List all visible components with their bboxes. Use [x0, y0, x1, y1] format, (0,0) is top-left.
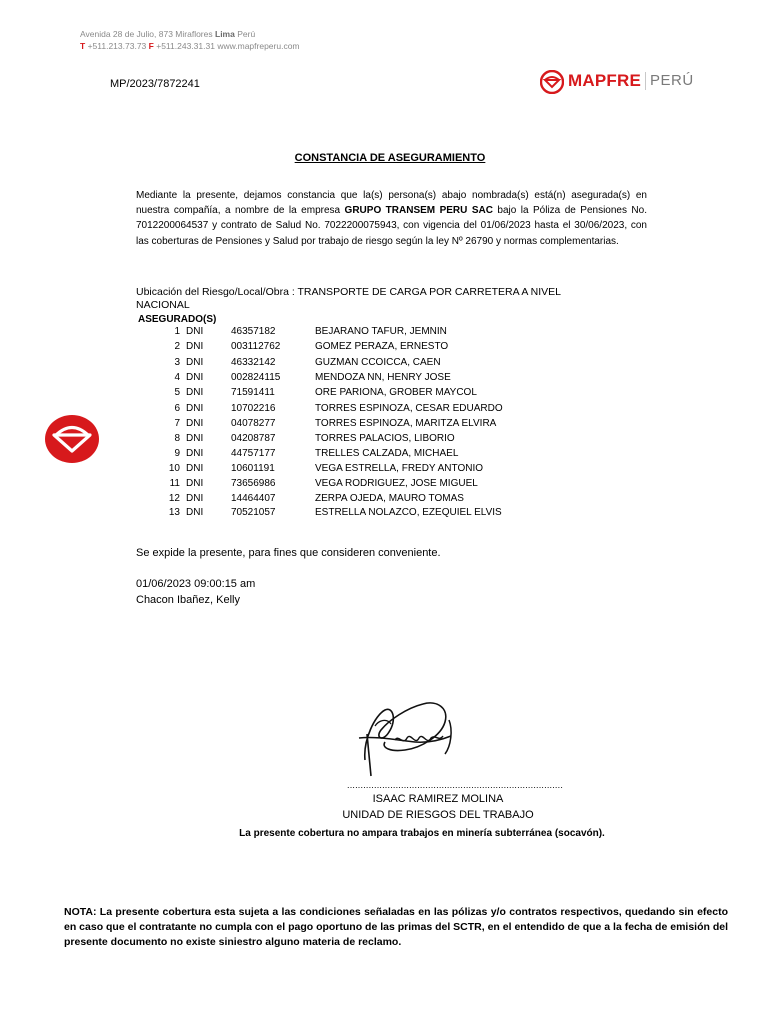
disclaimer-note: NOTA: La presente cobertura esta sujeta a las condiciones señaladas en las pólizas y/o contratos respectivos, quedando sin efecto en caso que el contratante no cumpla con el pago oportuno de las primas del SCTR, en el entendido de que a la fecha de emisión del presente documento no existe siniestro alguno materia de reclamo.: [64, 906, 728, 948]
list-item: 4 DNI 002824115 MENDOZA NN, HENRY JOSE: [174, 372, 451, 383]
website-link[interactable]: www.mapfreperu.com: [217, 41, 300, 51]
signer-unit: UNIDAD DE RIESGOS DEL TRABAJO: [342, 808, 534, 821]
list-item: 9 DNI 44757177 TRELLES CALZADA, MICHAEL: [174, 448, 459, 459]
list-item: 13 DNI 70521057 ESTRELLA NOLAZCO, EZEQUIEL ELVIS: [168, 507, 502, 518]
issue-date: 01/06/2023 09:00:15 am: [136, 578, 256, 590]
list-item: 10 DNI 10601191 VEGA ESTRELLA, FREDY ANTONIO: [168, 463, 484, 474]
risk-location: Ubicación del Riesgo/Local/Obra : TRANSPORTE DE CARGA POR CARRETERA A NIVEL NACIONAL: [136, 286, 561, 311]
list-item: 6 DNI 10702216 TORRES ESPINOZA, CESAR EDUARDO: [174, 403, 503, 414]
signature-line: ................................................................................: [347, 780, 564, 790]
list-item: 2 DNI 003112762 GOMEZ PERAZA, ERNESTO: [174, 341, 449, 352]
list-item: 11 DNI 73656986 VEGA RODRIGUEZ, JOSE MIGUEL: [169, 478, 478, 489]
header-address: Avenida 28 de Julio, 873 Miraflores Lima Perú: [80, 29, 256, 39]
handwritten-signature-icon: [345, 690, 467, 780]
insured-label: ASEGURADO(S): [138, 314, 217, 325]
list-item: 12 DNI 14464407 ZERPA OJEDA, MAURO TOMAS: [168, 493, 464, 504]
document-reference: MP/2023/7872241: [110, 78, 200, 90]
signer-block: [338, 792, 538, 823]
list-item: 5 DNI 71591411 ORE PARIONA, GROBER MAYCOL: [174, 387, 477, 398]
signer-name: ISAAC RAMIREZ MOLINA: [372, 793, 504, 805]
list-item: 3 DNI 46332142 GUZMAN CCOICCA, CAEN: [174, 357, 441, 368]
issuer-name: Chacon Ibañez, Kelly: [136, 594, 240, 606]
issue-statement: Se expide la presente, para fines que consideren conveniente.: [136, 547, 441, 559]
logo-country: PERÚ: [650, 72, 694, 89]
list-item: 1 DNI 46357182 BEJARANO TAFUR, JEMNIN: [174, 326, 447, 337]
document-title: CONSTANCIA DE ASEGURAMIENTO: [294, 152, 486, 164]
list-item: 8 DNI 04208787 TORRES PALACIOS, LIBORIO: [174, 433, 455, 444]
mapfre-logo: [540, 68, 700, 96]
logo-brand: MAPFRE: [568, 71, 641, 90]
list-item: 7 DNI 04078277 TORRES ESPINOZA, MARITZA ELVIRA: [174, 418, 497, 429]
company-name: GRUPO TRANSEM PERU SAC: [344, 205, 493, 217]
coverage-note: La presente cobertura no ampara trabajos en minería subterránea (socavón).: [239, 828, 605, 839]
intro-paragraph: Mediante la presente, dejamos constancia que la(s) persona(s) abajo nombrada(s) está(n) asegurada(s) en nuestra compañía, a nombre de la empresa GRUPO TRANSEM PERU SAC bajo la Póliza de Pensiones No. 7012200064537 y contrato de Salud No. 7022200075943, con vigencia del 01/06/2023 hasta el 30/06/2023, con las coberturas de Pensiones y Salud por trabajo de riesgo según la ley Nº 26790 y normas complementarias.: [136, 190, 647, 247]
mapfre-emblem-icon: [44, 414, 100, 464]
mapfre-emblem-icon: [540, 70, 564, 94]
logo-separator: [645, 72, 646, 90]
header-contact: T +511.213.73.73 F +511.243.31.31 www.mapfreperu.com: [80, 41, 300, 51]
